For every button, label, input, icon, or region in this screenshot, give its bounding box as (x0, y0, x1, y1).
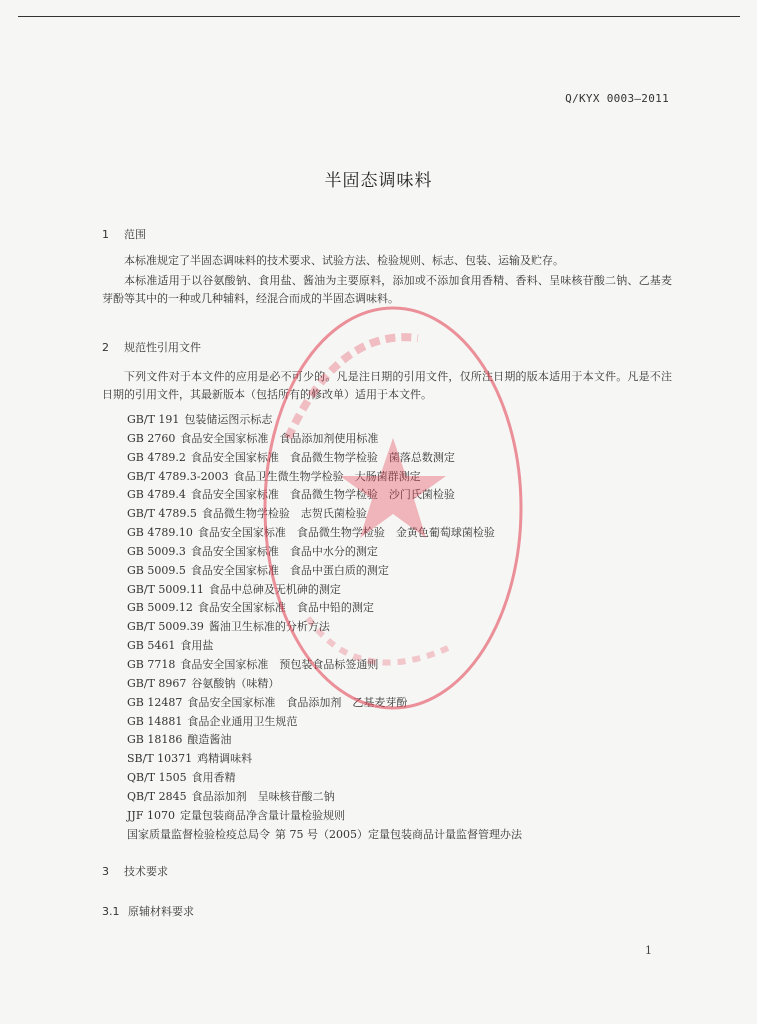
section-3-heading (102, 863, 168, 879)
reference-title: 定量包装商品净含量计量检验规则 (179, 808, 345, 822)
document-title: 半固态调味料 (324, 171, 433, 191)
reference-item (127, 543, 522, 562)
scope-paragraph-2: 本标准适用于以谷氨酸钠、食用盐、酱油为主要原料，添加或不添加食用香精、香料、呈味核苷酸二钠、乙基麦芽酚等其中的一种或几种辅料，经混合而成的半固态调味料。 (102, 274, 672, 305)
reference-code: GB 7718 (127, 657, 176, 671)
reference-code: GB 5009.5 (127, 563, 186, 577)
reference-title: 食品卫生微生物学检验 大肠菌群测定 (233, 469, 421, 483)
reference-title: 食品安全国家标准 食品微生物学检验 菌落总数测定 (190, 450, 455, 464)
reference-item (127, 524, 522, 543)
reference-title: 食品安全国家标准 食品微生物学检验 金黄色葡萄球菌检验 (197, 526, 495, 540)
reference-title: 食品安全国家标准 食品中蛋白质的测定 (190, 563, 389, 577)
reference-code: GB/T 8967 (127, 676, 187, 690)
section-2-heading (102, 339, 201, 355)
reference-title: 酿造酱油 (187, 733, 232, 747)
reference-code: GB 5009.12 (127, 601, 193, 615)
section-3-number: 3 (102, 865, 109, 878)
section-3-1-title: 原辅材料要求 (128, 905, 194, 918)
section-1-heading (102, 226, 146, 242)
section-1-title: 范围 (124, 228, 146, 241)
header-rule (18, 16, 740, 17)
section-3-1-heading (102, 903, 194, 919)
reference-code: QB/T 2845 (127, 789, 187, 803)
reference-item (127, 468, 522, 487)
reference-item (127, 581, 522, 600)
section-2-number: 2 (102, 341, 109, 354)
reference-title: 食用盐 (180, 639, 214, 653)
reference-code: 国家质量监督检验检疫总局令 (127, 827, 270, 841)
reference-code: GB 4789.4 (127, 488, 186, 502)
reference-code: GB 2760 (127, 431, 176, 445)
reference-item (127, 562, 522, 581)
reference-item (127, 599, 522, 618)
references-intro: 下列文件对于本文件的应用是必不可少的。凡是注日期的引用文件，仅所注日期的版本适用于本文件。凡是不注日期的引用文件，其最新版本（包括所有的修改单）适用于本文件。 (102, 370, 672, 401)
reference-item (127, 713, 522, 732)
reference-title: 食品安全国家标准 食品微生物学检验 沙门氏菌检验 (190, 488, 455, 502)
reference-title: 食品安全国家标准 预包装食品标签通则 (180, 657, 379, 671)
reference-title: 第 75 号（2005）定量包装商品计量监督管理办法 (275, 827, 522, 841)
reference-code: GB 5461 (127, 639, 176, 653)
reference-code: SB/T 10371 (127, 752, 193, 766)
reference-code: GB 4789.10 (127, 526, 193, 540)
reference-item (127, 486, 522, 505)
reference-code: GB/T 191 (127, 413, 180, 426)
reference-code: GB/T 5009.39 (127, 620, 204, 634)
section-2-title: 规范性引用文件 (124, 341, 201, 354)
reference-title: 食品安全国家标准 食品中铅的测定 (197, 601, 374, 615)
reference-title: 食品安全国家标准 食品中水分的测定 (190, 544, 378, 558)
section-3-title: 技术要求 (124, 865, 168, 878)
reference-item (127, 618, 522, 637)
reference-code: GB 12487 (127, 695, 183, 709)
reference-code: GB 14881 (127, 714, 183, 728)
reference-title: 包装储运图示标志 (184, 413, 273, 426)
reference-item (127, 826, 522, 845)
reference-title: 食品微生物学检验 志贺氏菌检验 (201, 507, 367, 521)
reference-item (127, 694, 522, 713)
reference-item (127, 788, 522, 807)
reference-code: GB/T 5009.11 (127, 582, 204, 596)
reference-item (127, 807, 522, 826)
reference-code: GB/T 4789.3-2003 (127, 469, 229, 483)
reference-title: 酱油卫生标准的分析方法 (208, 620, 330, 634)
reference-item (127, 505, 522, 524)
reference-code: GB 5009.3 (127, 544, 186, 558)
reference-title: 谷氨酸钠（味精） (191, 676, 280, 690)
reference-item (127, 731, 522, 750)
reference-list (127, 411, 522, 844)
section-1-number: 1 (102, 228, 109, 241)
reference-title: 食品企业通用卫生规范 (187, 714, 298, 728)
reference-code: QB/T 1505 (127, 771, 187, 785)
reference-title: 食品中总砷及无机砷的测定 (208, 582, 341, 596)
reference-item (127, 430, 522, 449)
reference-code: JJF 1070 (127, 808, 175, 822)
reference-title: 鸡精调味料 (197, 752, 253, 766)
reference-title: 食品安全国家标准 食品添加剂使用标准 (180, 431, 379, 445)
reference-item (127, 656, 522, 675)
reference-item (127, 675, 522, 694)
standard-code: Q/KYX 0003—2011 (565, 92, 669, 105)
reference-item (127, 750, 522, 769)
reference-item (127, 637, 522, 656)
scope-paragraph-1: 本标准规定了半固态调味料的技术要求、试验方法、检验规则、标志、包装、运输及贮存。 (124, 254, 564, 267)
reference-item (127, 449, 522, 468)
reference-item (127, 769, 522, 788)
section-3-1-number: 3.1 (102, 905, 120, 918)
reference-title: 食品添加剂 呈味核苷酸二钠 (191, 789, 335, 803)
page-number: 1 (645, 944, 652, 957)
reference-item (127, 411, 522, 430)
reference-code: GB 4789.2 (127, 450, 186, 464)
reference-title: 食用香精 (191, 771, 236, 785)
reference-code: GB 18186 (127, 733, 183, 747)
reference-title: 食品安全国家标准 食品添加剂 乙基麦芽酚 (187, 695, 408, 709)
reference-code: GB/T 4789.5 (127, 507, 197, 521)
